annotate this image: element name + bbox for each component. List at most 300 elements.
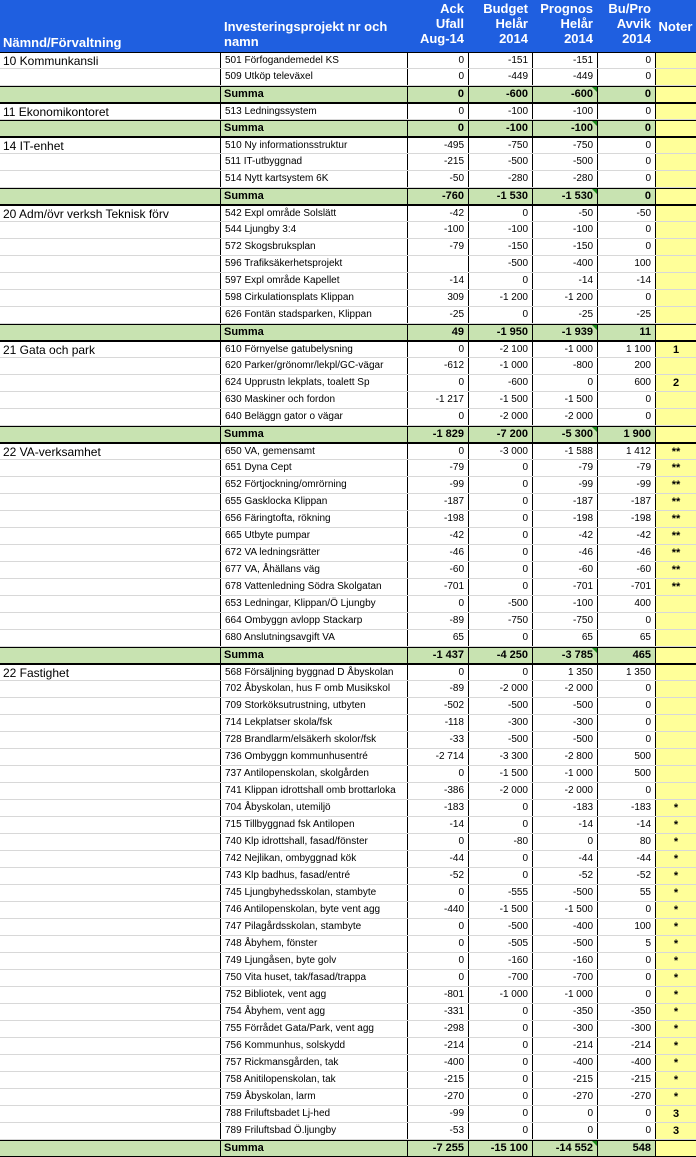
avvik-cell[interactable]: 0 bbox=[597, 953, 655, 969]
group-name-cell[interactable] bbox=[0, 698, 220, 714]
summa-note-cell[interactable] bbox=[655, 189, 696, 204]
prognos-cell[interactable]: 0 bbox=[532, 1123, 597, 1139]
prognos-cell[interactable]: -500 bbox=[532, 885, 597, 901]
prognos-cell[interactable]: -400 bbox=[532, 1055, 597, 1071]
avvik-cell[interactable]: 65 bbox=[597, 630, 655, 646]
note-cell[interactable]: * bbox=[655, 1004, 696, 1020]
table-row[interactable] bbox=[0, 1038, 696, 1055]
group-name-cell[interactable] bbox=[0, 511, 220, 527]
prognos-cell[interactable]: -500 bbox=[532, 154, 597, 170]
ack-utfall-cell[interactable]: -183 bbox=[407, 800, 468, 816]
budget-cell[interactable]: 0 bbox=[468, 307, 532, 323]
group-name-cell[interactable] bbox=[0, 69, 220, 85]
prognos-cell[interactable]: -701 bbox=[532, 579, 597, 595]
project-cell[interactable]: 678 Vattenledning Södra Skolgatan bbox=[220, 579, 407, 595]
header-noter[interactable]: Noter bbox=[658, 19, 693, 34]
avvik-cell[interactable]: -214 bbox=[597, 1038, 655, 1054]
table-row[interactable] bbox=[0, 1089, 696, 1106]
avvik-cell[interactable]: 0 bbox=[597, 732, 655, 748]
ack-utfall-cell[interactable]: 0 bbox=[407, 53, 468, 68]
budget-cell[interactable]: 0 bbox=[468, 851, 532, 867]
group-name-cell[interactable] bbox=[0, 579, 220, 595]
table-row[interactable] bbox=[0, 783, 696, 800]
table-row[interactable] bbox=[0, 307, 696, 324]
note-cell[interactable] bbox=[655, 256, 696, 272]
budget-cell[interactable]: 0 bbox=[468, 868, 532, 884]
table-row[interactable] bbox=[0, 443, 696, 460]
budget-cell[interactable]: 0 bbox=[468, 545, 532, 561]
prognos-cell[interactable]: -42 bbox=[532, 528, 597, 544]
ack-utfall-cell[interactable]: 0 bbox=[407, 104, 468, 119]
ack-utfall-cell[interactable]: -331 bbox=[407, 1004, 468, 1020]
group-name-cell[interactable]: 11 Ekonomikontoret bbox=[3, 105, 109, 119]
note-cell[interactable]: * bbox=[655, 834, 696, 850]
summa-group-cell[interactable] bbox=[0, 648, 220, 663]
prognos-cell[interactable]: -350 bbox=[532, 1004, 597, 1020]
avvik-cell[interactable]: -14 bbox=[597, 817, 655, 833]
prognos-cell[interactable]: -79 bbox=[532, 460, 597, 476]
project-cell[interactable]: 542 Expl område Solslätt bbox=[220, 206, 407, 221]
prognos-cell[interactable]: -300 bbox=[532, 715, 597, 731]
budget-cell[interactable]: 0 bbox=[468, 1055, 532, 1071]
group-name-cell[interactable] bbox=[0, 885, 220, 901]
table-row[interactable] bbox=[0, 919, 696, 936]
avvik-cell[interactable]: 0 bbox=[597, 987, 655, 1003]
budget-cell[interactable]: -3 000 bbox=[468, 444, 532, 459]
summa-ack-cell[interactable] bbox=[407, 87, 468, 102]
note-cell[interactable]: 2 bbox=[655, 375, 696, 391]
budget-cell[interactable]: -700 bbox=[468, 970, 532, 986]
note-cell[interactable] bbox=[655, 732, 696, 748]
summa-prognos-cell[interactable] bbox=[532, 189, 597, 204]
group-name-cell[interactable] bbox=[0, 358, 220, 374]
note-cell[interactable]: * bbox=[655, 902, 696, 918]
prognos-cell[interactable]: 0 bbox=[532, 375, 597, 391]
note-cell[interactable]: * bbox=[655, 936, 696, 952]
note-cell[interactable] bbox=[655, 392, 696, 408]
project-cell[interactable]: 788 Friluftsbadet Lj-hed bbox=[220, 1106, 407, 1122]
prognos-cell[interactable]: -800 bbox=[532, 358, 597, 374]
prognos-cell[interactable]: -1 000 bbox=[532, 342, 597, 357]
budget-cell[interactable]: -555 bbox=[468, 885, 532, 901]
project-cell[interactable]: 630 Maskiner och fordon bbox=[220, 392, 407, 408]
table-row[interactable] bbox=[0, 341, 696, 358]
avvik-cell[interactable]: 0 bbox=[597, 1106, 655, 1122]
prognos-cell[interactable]: -280 bbox=[532, 171, 597, 187]
budget-cell[interactable]: -1 000 bbox=[468, 358, 532, 374]
prognos-cell[interactable]: -150 bbox=[532, 239, 597, 255]
ack-utfall-cell[interactable]: -801 bbox=[407, 987, 468, 1003]
budget-cell[interactable]: 0 bbox=[468, 511, 532, 527]
budget-cell[interactable]: -1 500 bbox=[468, 392, 532, 408]
group-name-cell[interactable] bbox=[0, 154, 220, 170]
prognos-cell[interactable]: -1 200 bbox=[532, 290, 597, 306]
note-cell[interactable] bbox=[655, 698, 696, 714]
note-cell[interactable] bbox=[655, 154, 696, 170]
table-row[interactable] bbox=[0, 885, 696, 902]
summa-note-cell[interactable] bbox=[655, 648, 696, 663]
group-name-cell[interactable] bbox=[0, 936, 220, 952]
project-cell[interactable]: 715 Tillbyggnad fsk Antilopen bbox=[220, 817, 407, 833]
ack-utfall-cell[interactable]: -100 bbox=[407, 222, 468, 238]
ack-utfall-cell[interactable]: -25 bbox=[407, 307, 468, 323]
prognos-cell[interactable]: 0 bbox=[532, 834, 597, 850]
note-cell[interactable]: ** bbox=[655, 444, 696, 459]
ack-utfall-cell[interactable]: -79 bbox=[407, 460, 468, 476]
note-cell[interactable] bbox=[655, 222, 696, 238]
table-row[interactable] bbox=[0, 749, 696, 766]
group-name-cell[interactable] bbox=[0, 800, 220, 816]
avvik-cell[interactable]: 100 bbox=[597, 919, 655, 935]
budget-cell[interactable]: 0 bbox=[468, 817, 532, 833]
avvik-cell[interactable]: -198 bbox=[597, 511, 655, 527]
project-cell[interactable]: 626 Fontän stadsparken, Klippan bbox=[220, 307, 407, 323]
project-cell[interactable]: 677 VA, Åhällans väg bbox=[220, 562, 407, 578]
budget-cell[interactable]: 0 bbox=[468, 1123, 532, 1139]
summa-budget-cell[interactable] bbox=[468, 1141, 532, 1156]
ack-utfall-cell[interactable]: -214 bbox=[407, 1038, 468, 1054]
avvik-cell[interactable]: 0 bbox=[597, 290, 655, 306]
ack-utfall-cell[interactable]: 0 bbox=[407, 342, 468, 357]
project-cell[interactable]: 757 Rickmansgården, tak bbox=[220, 1055, 407, 1071]
ack-utfall-cell[interactable]: -400 bbox=[407, 1055, 468, 1071]
budget-cell[interactable]: -750 bbox=[468, 613, 532, 629]
header-avvik[interactable] bbox=[597, 0, 655, 52]
table-row[interactable] bbox=[0, 511, 696, 528]
prognos-cell[interactable]: -1 588 bbox=[532, 444, 597, 459]
budget-cell[interactable]: -2 000 bbox=[468, 409, 532, 425]
prognos-cell[interactable]: -46 bbox=[532, 545, 597, 561]
budget-cell[interactable]: 0 bbox=[468, 1004, 532, 1020]
avvik-cell[interactable]: 600 bbox=[597, 375, 655, 391]
avvik-cell[interactable]: 0 bbox=[597, 970, 655, 986]
table-row[interactable] bbox=[0, 1004, 696, 1021]
ack-utfall-cell[interactable]: 0 bbox=[407, 409, 468, 425]
project-cell[interactable]: 509 Utköp televäxel bbox=[220, 69, 407, 85]
ack-utfall-cell[interactable]: -502 bbox=[407, 698, 468, 714]
prognos-cell[interactable]: -100 bbox=[532, 104, 597, 119]
project-cell[interactable]: 656 Färingtofta, rökning bbox=[220, 511, 407, 527]
budget-cell[interactable]: -1 200 bbox=[468, 290, 532, 306]
summa-avvik-cell[interactable] bbox=[597, 1141, 655, 1156]
budget-cell[interactable]: -500 bbox=[468, 256, 532, 272]
budget-cell[interactable]: -100 bbox=[468, 222, 532, 238]
avvik-cell[interactable]: -60 bbox=[597, 562, 655, 578]
prognos-cell[interactable]: -750 bbox=[532, 138, 597, 153]
project-cell[interactable]: 510 Ny informationsstruktur bbox=[220, 138, 407, 153]
group-name-cell[interactable]: 14 IT-enhet bbox=[3, 139, 64, 153]
group-name-cell[interactable] bbox=[0, 613, 220, 629]
project-cell[interactable]: 740 Klp idrottshall, fasad/fönster bbox=[220, 834, 407, 850]
ack-utfall-cell[interactable]: 0 bbox=[407, 885, 468, 901]
note-cell[interactable] bbox=[655, 53, 696, 68]
group-name-cell[interactable] bbox=[0, 307, 220, 323]
group-name-cell[interactable]: 22 VA-verksamhet bbox=[3, 445, 101, 459]
avvik-cell[interactable]: 500 bbox=[597, 766, 655, 782]
ack-utfall-cell[interactable]: 65 bbox=[407, 630, 468, 646]
project-cell[interactable]: 736 Ombyggn kommunhusentré bbox=[220, 749, 407, 765]
note-cell[interactable] bbox=[655, 596, 696, 612]
avvik-cell[interactable]: 400 bbox=[597, 596, 655, 612]
prognos-cell[interactable]: -2 800 bbox=[532, 749, 597, 765]
table-row[interactable] bbox=[0, 375, 696, 392]
project-cell[interactable]: 624 Upprustn lekplats, toalett Sp bbox=[220, 375, 407, 391]
summa-avvik-cell[interactable] bbox=[597, 87, 655, 102]
summa-note-cell[interactable] bbox=[655, 325, 696, 340]
prognos-cell[interactable]: -14 bbox=[532, 817, 597, 833]
ack-utfall-cell[interactable]: -495 bbox=[407, 138, 468, 153]
group-name-cell[interactable] bbox=[0, 1106, 220, 1122]
avvik-cell[interactable]: 0 bbox=[597, 154, 655, 170]
table-row[interactable] bbox=[0, 851, 696, 868]
summa-note-cell[interactable] bbox=[655, 87, 696, 102]
budget-cell[interactable]: -449 bbox=[468, 69, 532, 85]
prognos-cell[interactable]: 65 bbox=[532, 630, 597, 646]
table-row[interactable] bbox=[0, 834, 696, 851]
budget-cell[interactable]: -300 bbox=[468, 715, 532, 731]
note-cell[interactable]: * bbox=[655, 919, 696, 935]
note-cell[interactable]: * bbox=[655, 1072, 696, 1088]
prognos-cell[interactable]: -187 bbox=[532, 494, 597, 510]
budget-cell[interactable]: -500 bbox=[468, 732, 532, 748]
note-cell[interactable]: * bbox=[655, 1089, 696, 1105]
ack-utfall-cell[interactable]: -215 bbox=[407, 1072, 468, 1088]
prognos-cell[interactable]: -400 bbox=[532, 919, 597, 935]
prognos-cell[interactable]: -500 bbox=[532, 698, 597, 714]
ack-utfall-cell[interactable]: -60 bbox=[407, 562, 468, 578]
table-row[interactable] bbox=[0, 154, 696, 171]
project-cell[interactable]: 745 Ljungbyhedsskolan, stambyte bbox=[220, 885, 407, 901]
budget-cell[interactable]: -500 bbox=[468, 698, 532, 714]
budget-cell[interactable]: 0 bbox=[468, 630, 532, 646]
avvik-cell[interactable]: -215 bbox=[597, 1072, 655, 1088]
avvik-cell[interactable]: -14 bbox=[597, 273, 655, 289]
note-cell[interactable]: ** bbox=[655, 562, 696, 578]
summa-prognos-cell[interactable] bbox=[532, 427, 597, 442]
avvik-cell[interactable]: 500 bbox=[597, 749, 655, 765]
note-cell[interactable]: * bbox=[655, 800, 696, 816]
avvik-cell[interactable]: 0 bbox=[597, 1123, 655, 1139]
project-cell[interactable]: 652 Förtjockning/omrörning bbox=[220, 477, 407, 493]
ack-utfall-cell[interactable]: -89 bbox=[407, 613, 468, 629]
summa-avvik-cell[interactable] bbox=[597, 427, 655, 442]
note-cell[interactable] bbox=[655, 613, 696, 629]
project-cell[interactable]: 672 VA ledningsrätter bbox=[220, 545, 407, 561]
group-name-cell[interactable]: 10 Kommunkansli bbox=[3, 54, 99, 68]
ack-utfall-cell[interactable]: -298 bbox=[407, 1021, 468, 1037]
budget-cell[interactable]: -1 500 bbox=[468, 766, 532, 782]
budget-cell[interactable]: -500 bbox=[468, 596, 532, 612]
table-row[interactable] bbox=[0, 52, 696, 69]
avvik-cell[interactable]: 1 350 bbox=[597, 665, 655, 680]
note-cell[interactable] bbox=[655, 104, 696, 119]
note-cell[interactable] bbox=[655, 749, 696, 765]
project-cell[interactable]: 742 Nejlikan, ombyggnad kök bbox=[220, 851, 407, 867]
table-row[interactable] bbox=[0, 1106, 696, 1123]
table-row[interactable] bbox=[0, 239, 696, 256]
budget-cell[interactable]: 0 bbox=[468, 528, 532, 544]
prognos-cell[interactable]: -198 bbox=[532, 511, 597, 527]
ack-utfall-cell[interactable] bbox=[407, 256, 468, 272]
group-name-cell[interactable] bbox=[0, 256, 220, 272]
group-name-cell[interactable] bbox=[0, 1021, 220, 1037]
project-cell[interactable]: 513 Ledningssystem bbox=[220, 104, 407, 119]
group-name-cell[interactable] bbox=[0, 477, 220, 493]
prognos-cell[interactable]: -151 bbox=[532, 53, 597, 68]
summa-budget-cell[interactable] bbox=[468, 87, 532, 102]
budget-cell[interactable]: 0 bbox=[468, 1038, 532, 1054]
note-cell[interactable]: * bbox=[655, 987, 696, 1003]
summa-prognos-cell[interactable] bbox=[532, 648, 597, 663]
project-cell[interactable]: 597 Expl område Kapellet bbox=[220, 273, 407, 289]
note-cell[interactable] bbox=[655, 171, 696, 187]
project-cell[interactable]: 743 Klp badhus, fasad/entré bbox=[220, 868, 407, 884]
project-cell[interactable]: 748 Åbyhem, fönster bbox=[220, 936, 407, 952]
project-cell[interactable]: 544 Ljungby 3:4 bbox=[220, 222, 407, 238]
summa-row[interactable] bbox=[0, 120, 696, 137]
project-cell[interactable]: 501 Förfogandemedel KS bbox=[220, 53, 407, 68]
project-cell[interactable]: 754 Åbyhem, vent agg bbox=[220, 1004, 407, 1020]
group-name-cell[interactable] bbox=[0, 409, 220, 425]
prognos-cell[interactable]: -750 bbox=[532, 613, 597, 629]
avvik-cell[interactable]: -350 bbox=[597, 1004, 655, 1020]
avvik-cell[interactable]: 55 bbox=[597, 885, 655, 901]
project-cell[interactable]: 514 Nytt kartsystem 6K bbox=[220, 171, 407, 187]
group-name-cell[interactable] bbox=[0, 596, 220, 612]
prognos-cell[interactable]: -2 000 bbox=[532, 409, 597, 425]
budget-cell[interactable]: -80 bbox=[468, 834, 532, 850]
prognos-cell[interactable]: -25 bbox=[532, 307, 597, 323]
group-name-cell[interactable] bbox=[0, 290, 220, 306]
note-cell[interactable] bbox=[655, 239, 696, 255]
group-name-cell[interactable] bbox=[0, 749, 220, 765]
table-row[interactable] bbox=[0, 936, 696, 953]
budget-cell[interactable]: 0 bbox=[468, 477, 532, 493]
summa-group-cell[interactable] bbox=[0, 1141, 220, 1156]
avvik-cell[interactable]: 0 bbox=[597, 171, 655, 187]
summa-group-cell[interactable] bbox=[0, 87, 220, 102]
ack-utfall-cell[interactable]: -612 bbox=[407, 358, 468, 374]
summa-group-cell[interactable] bbox=[0, 121, 220, 136]
prognos-cell[interactable]: -50 bbox=[532, 206, 597, 221]
group-name-cell[interactable] bbox=[0, 545, 220, 561]
ack-utfall-cell[interactable]: -198 bbox=[407, 511, 468, 527]
avvik-cell[interactable]: -79 bbox=[597, 460, 655, 476]
ack-utfall-cell[interactable]: 309 bbox=[407, 290, 468, 306]
ack-utfall-cell[interactable]: -270 bbox=[407, 1089, 468, 1105]
avvik-cell[interactable]: 0 bbox=[597, 138, 655, 153]
avvik-cell[interactable]: 0 bbox=[597, 69, 655, 85]
note-cell[interactable]: * bbox=[655, 868, 696, 884]
note-cell[interactable]: * bbox=[655, 851, 696, 867]
avvik-cell[interactable]: 0 bbox=[597, 222, 655, 238]
table-row[interactable] bbox=[0, 103, 696, 120]
avvik-cell[interactable]: 0 bbox=[597, 698, 655, 714]
budget-cell[interactable]: -280 bbox=[468, 171, 532, 187]
table-row[interactable] bbox=[0, 766, 696, 783]
project-cell[interactable]: 596 Trafiksäkerhetsprojekt bbox=[220, 256, 407, 272]
note-cell[interactable]: * bbox=[655, 817, 696, 833]
budget-cell[interactable]: -600 bbox=[468, 375, 532, 391]
project-cell[interactable]: 789 Friluftsbad Ö.ljungby bbox=[220, 1123, 407, 1139]
group-name-cell[interactable] bbox=[0, 868, 220, 884]
table-row[interactable] bbox=[0, 1055, 696, 1072]
avvik-cell[interactable]: 80 bbox=[597, 834, 655, 850]
avvik-cell[interactable]: -52 bbox=[597, 868, 655, 884]
budget-cell[interactable]: 0 bbox=[468, 494, 532, 510]
prognos-cell[interactable]: -500 bbox=[532, 732, 597, 748]
table-row[interactable] bbox=[0, 613, 696, 630]
project-cell[interactable]: 653 Ledningar, Klippan/Ö Ljungby bbox=[220, 596, 407, 612]
budget-cell[interactable]: -1 000 bbox=[468, 987, 532, 1003]
table-row[interactable] bbox=[0, 477, 696, 494]
project-cell[interactable]: 655 Gasklocka Klippan bbox=[220, 494, 407, 510]
ack-utfall-cell[interactable]: 0 bbox=[407, 444, 468, 459]
note-cell[interactable] bbox=[655, 138, 696, 153]
note-cell[interactable]: 1 bbox=[655, 342, 696, 357]
budget-cell[interactable]: 0 bbox=[468, 273, 532, 289]
note-cell[interactable] bbox=[655, 273, 696, 289]
ack-utfall-cell[interactable]: -440 bbox=[407, 902, 468, 918]
table-row[interactable] bbox=[0, 256, 696, 273]
avvik-cell[interactable]: 0 bbox=[597, 53, 655, 68]
group-name-cell[interactable] bbox=[0, 460, 220, 476]
budget-cell[interactable]: -100 bbox=[468, 104, 532, 119]
avvik-cell[interactable]: 1 100 bbox=[597, 342, 655, 357]
avvik-cell[interactable]: 0 bbox=[597, 902, 655, 918]
note-cell[interactable]: * bbox=[655, 970, 696, 986]
prognos-cell[interactable]: -183 bbox=[532, 800, 597, 816]
prognos-cell[interactable]: 0 bbox=[532, 1106, 597, 1122]
avvik-cell[interactable]: -99 bbox=[597, 477, 655, 493]
table-row[interactable] bbox=[0, 1123, 696, 1140]
summa-ack-cell[interactable] bbox=[407, 648, 468, 663]
summa-ack-cell[interactable] bbox=[407, 427, 468, 442]
budget-cell[interactable]: 0 bbox=[468, 206, 532, 221]
group-name-cell[interactable]: 22 Fastighet bbox=[3, 666, 70, 680]
ack-utfall-cell[interactable]: -386 bbox=[407, 783, 468, 799]
table-row[interactable] bbox=[0, 1072, 696, 1089]
avvik-cell[interactable]: 5 bbox=[597, 936, 655, 952]
ack-utfall-cell[interactable]: -42 bbox=[407, 528, 468, 544]
group-name-cell[interactable]: 20 Adm/övr verksh Teknisk förv bbox=[3, 207, 169, 221]
project-cell[interactable]: 747 Pilagårdsskolan, stambyte bbox=[220, 919, 407, 935]
summa-budget-cell[interactable] bbox=[468, 427, 532, 442]
note-cell[interactable] bbox=[655, 681, 696, 697]
project-cell[interactable]: 702 Åbyskolan, hus F omb Musikskol bbox=[220, 681, 407, 697]
project-cell[interactable]: 755 Förrådet Gata/Park, vent agg bbox=[220, 1021, 407, 1037]
prognos-cell[interactable]: -449 bbox=[532, 69, 597, 85]
group-name-cell[interactable] bbox=[0, 766, 220, 782]
prognos-cell[interactable]: -100 bbox=[532, 222, 597, 238]
project-cell[interactable]: 704 Åbyskolan, utemiljö bbox=[220, 800, 407, 816]
avvik-cell[interactable]: 0 bbox=[597, 613, 655, 629]
group-name-cell[interactable] bbox=[0, 273, 220, 289]
summa-note-cell[interactable] bbox=[655, 1141, 696, 1156]
prognos-cell[interactable]: -60 bbox=[532, 562, 597, 578]
prognos-cell[interactable]: -400 bbox=[532, 256, 597, 272]
project-cell[interactable]: 640 Beläggn gator o vägar bbox=[220, 409, 407, 425]
avvik-cell[interactable]: -25 bbox=[597, 307, 655, 323]
summa-row[interactable] bbox=[0, 324, 696, 341]
table-row[interactable] bbox=[0, 290, 696, 307]
note-cell[interactable] bbox=[655, 715, 696, 731]
prognos-cell[interactable]: -100 bbox=[532, 596, 597, 612]
table-row[interactable] bbox=[0, 715, 696, 732]
budget-cell[interactable]: -160 bbox=[468, 953, 532, 969]
project-cell[interactable]: 650 VA, gemensamt bbox=[220, 444, 407, 459]
avvik-cell[interactable]: -50 bbox=[597, 206, 655, 221]
